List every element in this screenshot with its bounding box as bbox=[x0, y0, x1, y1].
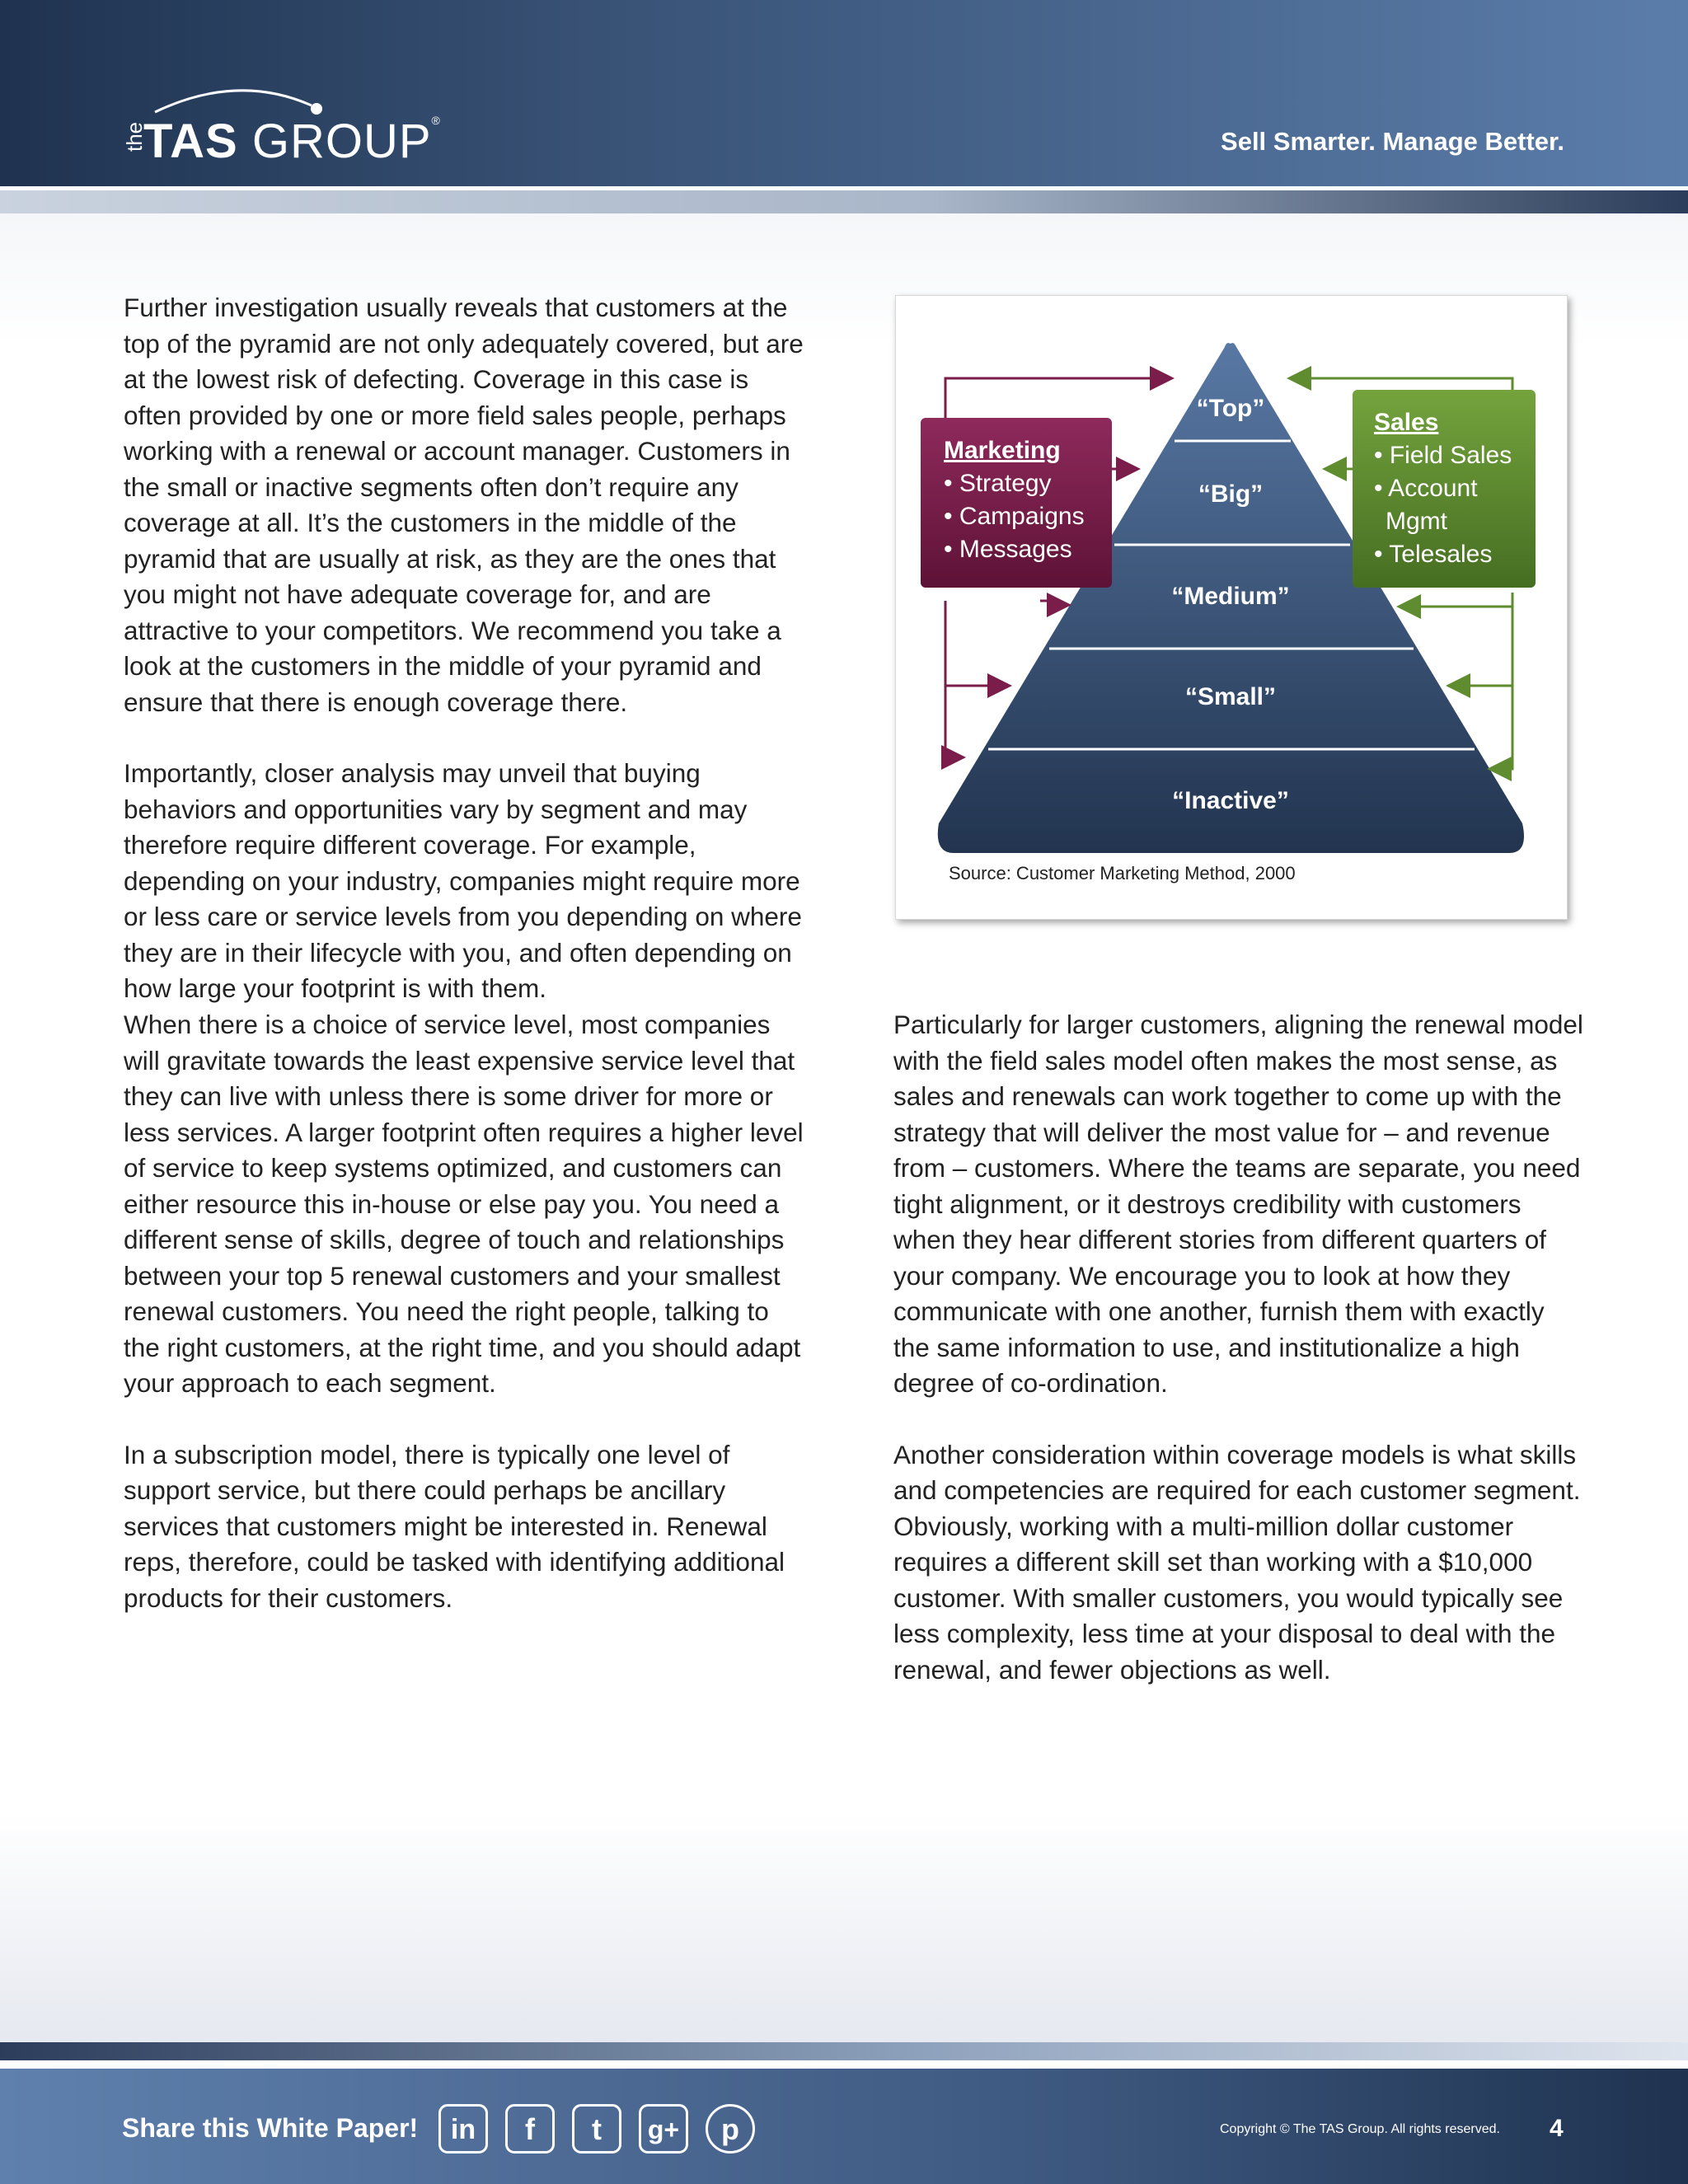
logo-the: the bbox=[122, 121, 147, 152]
tas-group-logo[interactable] bbox=[122, 81, 441, 171]
tier-medium-label: “Medium” bbox=[1171, 583, 1290, 610]
pinterest-icon[interactable]: p bbox=[706, 2104, 755, 2154]
copyright: Copyright © The TAS Group. All rights reserved. bbox=[1220, 2122, 1500, 2136]
paragraph: Further investigation usually reveals that customers at the top of the pyramid are not only adequately covered, but are at the lowest risk of defecting. Coverage in this case is often provided by one or more field sales people, perhaps working with a renewal or account manager. Customers in the small or inactive segments often don’t require any coverage at all. It’s the customers in the middle of the pyramid that are usually at risk, as they are the ones that you might not have adequate coverage for, and are attractive to your competitors. We recommend you take a look at the customers in the middle of your pyramid and ensure that there is enough coverage there. bbox=[124, 293, 804, 717]
paragraph: Particularly for larger customers, aligning the renewal model with the field sales model often makes the most sense, as sales and renewals can work together to come up with the strategy that will deliver the most value for – and revenue from – customers. Where the teams are separate, you need tight alignment, or it destroys credibility with customers when they hear different stories from different quarters of your company. We encourage you to look at how they communicate with one another, furnish them with exactly the same information to use, and institutionalize a high degree of co-ordination. bbox=[893, 1010, 1583, 1398]
sales-label-group bbox=[1374, 406, 1512, 571]
tier-inactive-label: “Inactive” bbox=[1172, 787, 1289, 814]
twitter-icon[interactable]: t bbox=[572, 2104, 621, 2154]
right-column bbox=[893, 1007, 1586, 1688]
sales-item: • Telesales bbox=[1374, 541, 1493, 568]
marketing-item: • Campaigns bbox=[944, 503, 1085, 530]
footer-band bbox=[0, 2042, 1688, 2060]
logo-registered: ® bbox=[431, 114, 441, 127]
left-column-top bbox=[124, 290, 808, 1007]
linkedin-icon[interactable]: in bbox=[438, 2104, 488, 2154]
tier-small-label: “Small” bbox=[1184, 683, 1277, 710]
page-number: 4 bbox=[1550, 2115, 1564, 2142]
logo-tas: TAS bbox=[143, 115, 238, 168]
tier-top-label: “Top” bbox=[1196, 395, 1265, 422]
sales-item: Mgmt bbox=[1386, 508, 1447, 535]
footer-divider bbox=[0, 2060, 1688, 2069]
logo-group: GROUP bbox=[251, 115, 432, 168]
sales-title: Sales bbox=[1374, 409, 1439, 436]
tier-big-label: “Big” bbox=[1198, 480, 1264, 508]
marketing-title: Marketing bbox=[944, 437, 1061, 464]
sales-item: • Account bbox=[1374, 475, 1478, 502]
sales-item: • Field Sales bbox=[1374, 442, 1512, 469]
figure-source: Source: Customer Marketing Method, 2000 bbox=[949, 863, 1296, 883]
facebook-icon[interactable]: f bbox=[505, 2104, 555, 2154]
logo-wordmark bbox=[143, 114, 441, 169]
tagline: Sell Smarter. Manage Better. bbox=[1221, 127, 1564, 156]
paragraph: In a subscription model, there is typically one level of support service, but there could perhaps be ancillary services that customers might be interested in. Renewal reps, therefore, could be tasked with identifying additional products for their customers. bbox=[124, 1439, 785, 1613]
paragraph: Importantly, closer analysis may unveil that buying behaviors and opportunities vary by segment and may therefore require different coverage. For example, depending on your industry, companies might require more or less care or service levels from you depending on where they are in their lifecycle with you, and often depending on how large your footprint is with them. bbox=[124, 758, 802, 1003]
marketing-label-group bbox=[944, 434, 1085, 566]
marketing-item: • Strategy bbox=[944, 470, 1052, 497]
paragraph: Another consideration within coverage models is what skills and competencies are required for each customer segment. Obviously, working with a multi-million dollar customer requires a different skill set than working with a $10,000 customer. With smaller customers, you would typically see less complexity, less time at your disposal to deal with the renewal, and fewer objections as well. bbox=[893, 1439, 1581, 1685]
paragraph: When there is a choice of service level, most companies will gravitate towards the least expensive service level that they can live with unless there is some driver for more or less services. A larger footprint often requires a higher level of service to keep systems optimized, and customers can either resource this in-house or else pay you. You need a different sense of skills, degree of touch and relationships between your top 5 renewal customers and your smallest renewal customers. You need the right people, talking to the right customers, at the right time, and you should adapt your approach to each segment. bbox=[124, 1010, 804, 1398]
left-column-bottom bbox=[124, 1007, 808, 1616]
page-header bbox=[0, 0, 1688, 186]
marketing-item: • Messages bbox=[944, 536, 1072, 563]
share-label: Share this White Paper! bbox=[122, 2113, 419, 2143]
customer-pyramid-figure bbox=[895, 295, 1568, 920]
header-band bbox=[0, 190, 1688, 213]
google-plus-icon[interactable]: g+ bbox=[639, 2104, 688, 2154]
